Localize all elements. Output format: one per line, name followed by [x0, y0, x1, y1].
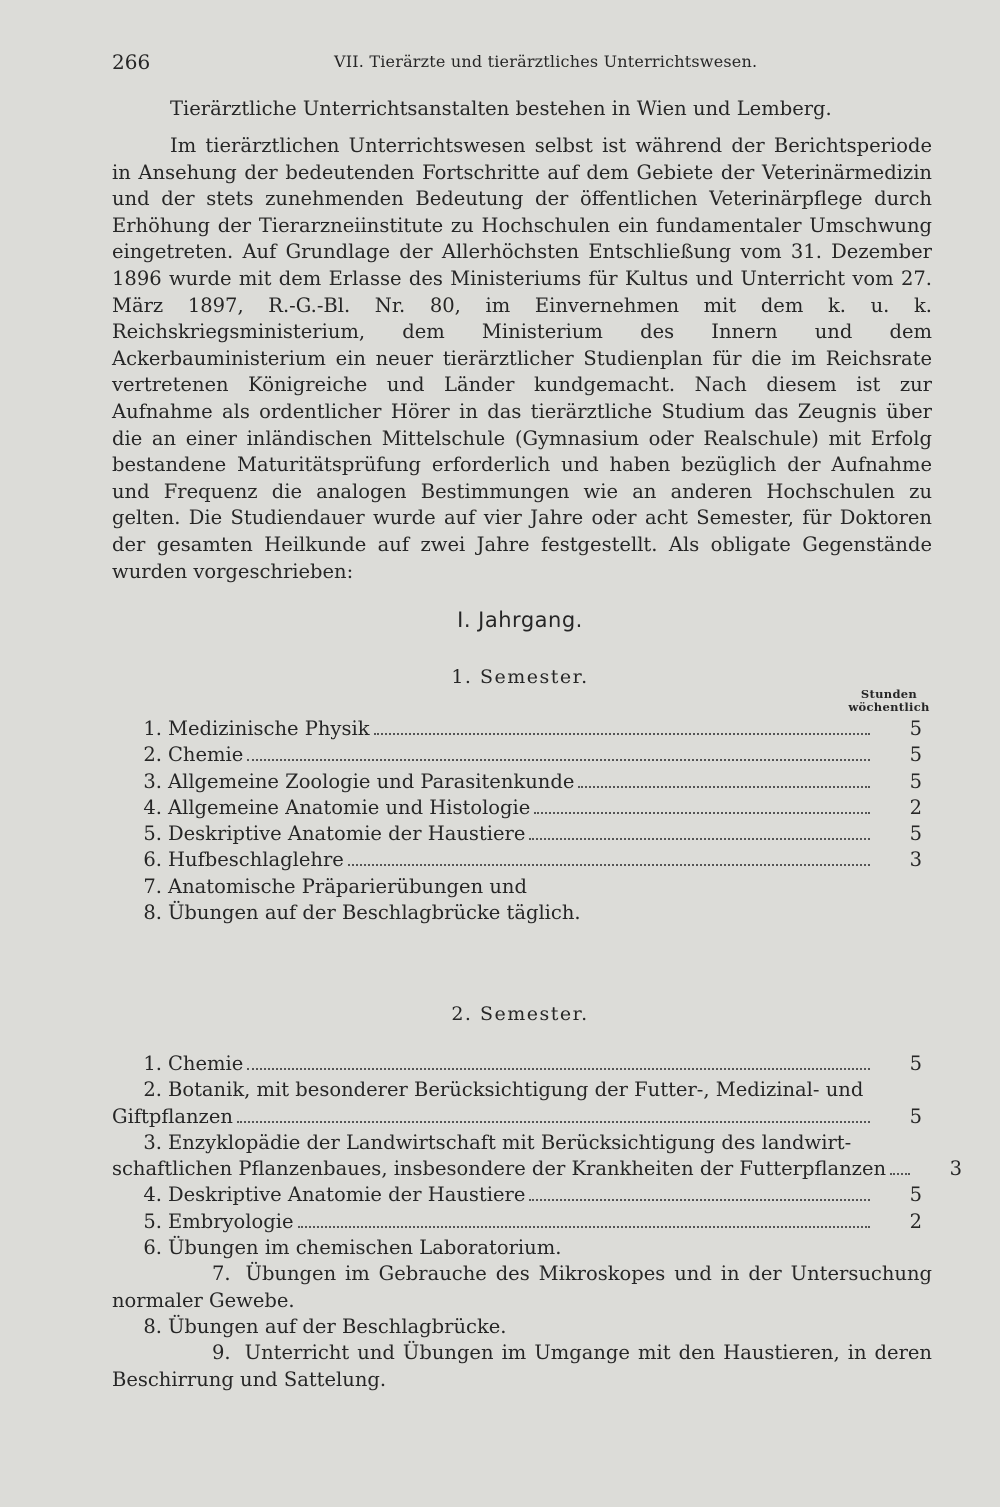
intro-paragraph: Tierärztliche Unterrichtsanstalten bestehen in Wien und Lemberg. [170, 97, 832, 120]
list-item [112, 1077, 932, 1130]
subject-label: Chemie [168, 1052, 244, 1075]
item-number: 6. [143, 848, 162, 872]
weekly-hours: 3 [949, 1157, 963, 1181]
running-title: VII. Tierärzte und tierärztliches Unterrichtswesen. [334, 52, 758, 71]
subject-label: Embryologie [168, 1209, 294, 1233]
weekly-hours: 5 [909, 1183, 922, 1207]
subject-text: Übungen im Gebrauche des Mikroskopes und in der Untersuchung normaler Gewebe. [112, 1262, 932, 1312]
item-number: 9. [212, 1341, 231, 1365]
list-item [112, 847, 932, 873]
hours-header-line-1: Stunden [860, 687, 918, 701]
semester-2-list [112, 1051, 963, 1393]
weekly-hours: 3 [909, 848, 922, 872]
weekly-hours: 5 [909, 822, 922, 846]
subject-label: Medizinische Physik [168, 717, 370, 740]
dot-leader [529, 1199, 870, 1201]
dot-leader [534, 812, 870, 814]
dot-leader [247, 1068, 870, 1070]
weekly-hours: 5 [909, 1052, 922, 1075]
item-number: 1. [143, 717, 162, 740]
dot-leader [374, 733, 870, 735]
subject-label: Botanik, mit besonderer Berücksichtigung der Futter-, Medizinal- und [168, 1078, 864, 1102]
subject-label: Anatomische Präparierübungen und [168, 874, 527, 898]
dot-leader [348, 864, 870, 866]
item-number: 3. [143, 1130, 162, 1154]
item-number: 1. [143, 1052, 162, 1075]
dot-leader [529, 838, 870, 840]
dot-leader [247, 759, 870, 761]
subject-label-continued: Giftpflanzen [112, 1104, 233, 1128]
subject-label: Allgemeine Zoologie und Parasitenkunde [168, 769, 575, 793]
list-item [112, 900, 932, 926]
weekly-hours: 5 [909, 1104, 922, 1128]
hours-column-header [844, 688, 934, 714]
subject-label: Übungen im chemischen Laboratorium. [168, 1236, 562, 1260]
weekly-hours: 5 [909, 743, 922, 767]
dot-leader [237, 1121, 870, 1123]
list-item [112, 821, 932, 847]
list-item [112, 1182, 932, 1208]
item-number: 7. [143, 874, 162, 898]
hours-header-line-2: wöchentlich [848, 700, 930, 714]
subject-label: Allgemeine Anatomie und Histologie [168, 795, 531, 819]
weekly-hours: 2 [909, 795, 922, 819]
dot-leader [890, 1173, 910, 1175]
list-item [112, 1314, 932, 1340]
subject-label: Enzyklopädie der Landwirtschaft mit Berücksichtigung des landwirt- [168, 1130, 852, 1154]
semester-1-heading: 1. Semester. [451, 666, 589, 688]
page-header [112, 50, 932, 78]
subject-label: Deskriptive Anatomie der Haustiere [168, 822, 526, 846]
year-heading: I. Jahrgang. [457, 608, 583, 632]
item-number: 7. [212, 1262, 231, 1286]
weekly-hours: 2 [909, 1209, 922, 1233]
page-number: 266 [112, 50, 151, 74]
item-number: 2. [143, 1078, 162, 1102]
dot-leader [298, 1226, 870, 1228]
semester-1-list [112, 716, 932, 926]
weekly-hours: 5 [909, 769, 922, 793]
list-item [112, 874, 932, 900]
item-number: 6. [143, 1236, 162, 1260]
item-number: 8. [143, 901, 162, 925]
item-number: 2. [143, 743, 162, 767]
item-number: 4. [143, 1183, 162, 1207]
subject-label: Deskriptive Anatomie der Haustiere [168, 1183, 526, 1207]
subject-label: Chemie [168, 743, 244, 767]
list-item [112, 769, 932, 795]
list-item [112, 1051, 932, 1077]
subject-label: Hufbeschlaglehre [168, 848, 344, 872]
item-number: 3. [143, 769, 162, 793]
item-number: 5. [143, 822, 162, 846]
subject-label: Übungen auf der Beschlagbrücke. [168, 1314, 507, 1338]
list-item [112, 1209, 932, 1235]
list-item [112, 1340, 932, 1393]
list-item [112, 716, 932, 742]
semester-2-heading: 2. Semester. [451, 1003, 589, 1025]
weekly-hours: 5 [909, 717, 922, 740]
subject-label-continued: schaftlichen Pflanzenbaues, insbesondere der Krankheiten der Futterpflanzen [112, 1157, 887, 1181]
item-number: 4. [143, 795, 162, 819]
dot-leader [578, 786, 870, 788]
list-item [112, 742, 932, 768]
item-number: 8. [143, 1314, 162, 1338]
list-item [112, 1235, 932, 1261]
subject-label: Übungen auf der Beschlagbrücke täglich. [168, 901, 581, 925]
item-number: 5. [143, 1209, 162, 1233]
body-paragraph: Im tierärztlichen Unterrichtswesen selbst ist während der Berichtsperiode in Ansehung der bedeutenden Fortschritte auf dem Gebiete der Veterinärmedizin und der stets zunehmenden Bedeutung der öffentlichen Veterinärpflege durch Erhöhung der Tierarzneiinstitute zu Hochschulen ein fundamentaler Umschwung eingetreten. Auf Grundlage der Allerhöchsten Entschließung vom 31. Dezember 1896 wurde mit dem Erlasse des Ministeriums für Kultus und Unterricht vom 27. März 1897, R.-G.-Bl. Nr. 80, im Einvernehmen mit dem k. u. k. Reichskriegsministerium, dem Ministerium des Innern und dem Ackerbauministerium ein neuer tierärztlicher Studienplan für die im Reichsrate vertretenen Königreiche und Länder kundgemacht. Nach diesem ist zur Aufnahme als ordentlicher Hörer in das tierärztliche Studium das Zeugnis über die an einer inländischen Mittelschule (Gymnasium oder Realschule) mit Erfolg bestandene Maturitätsprüfung erforderlich und haben bezüglich der Aufnahme und Frequenz die analogen Bestimmungen wie an anderen Hochschulen zu gelten. Die Studiendauer wurde auf vier Jahre oder acht Semester, für Doktoren der gesamten Heilkunde auf zwei Jahre festgestellt. Als obligate Gegenstände wurden vorgeschrieben: [112, 134, 932, 583]
subject-text: Unterricht und Übungen im Umgange mit den Haustieren, in deren Beschirrung und Sattelung. [112, 1341, 932, 1391]
list-item [112, 795, 932, 821]
list-item [112, 1130, 963, 1183]
list-item [112, 1261, 932, 1314]
